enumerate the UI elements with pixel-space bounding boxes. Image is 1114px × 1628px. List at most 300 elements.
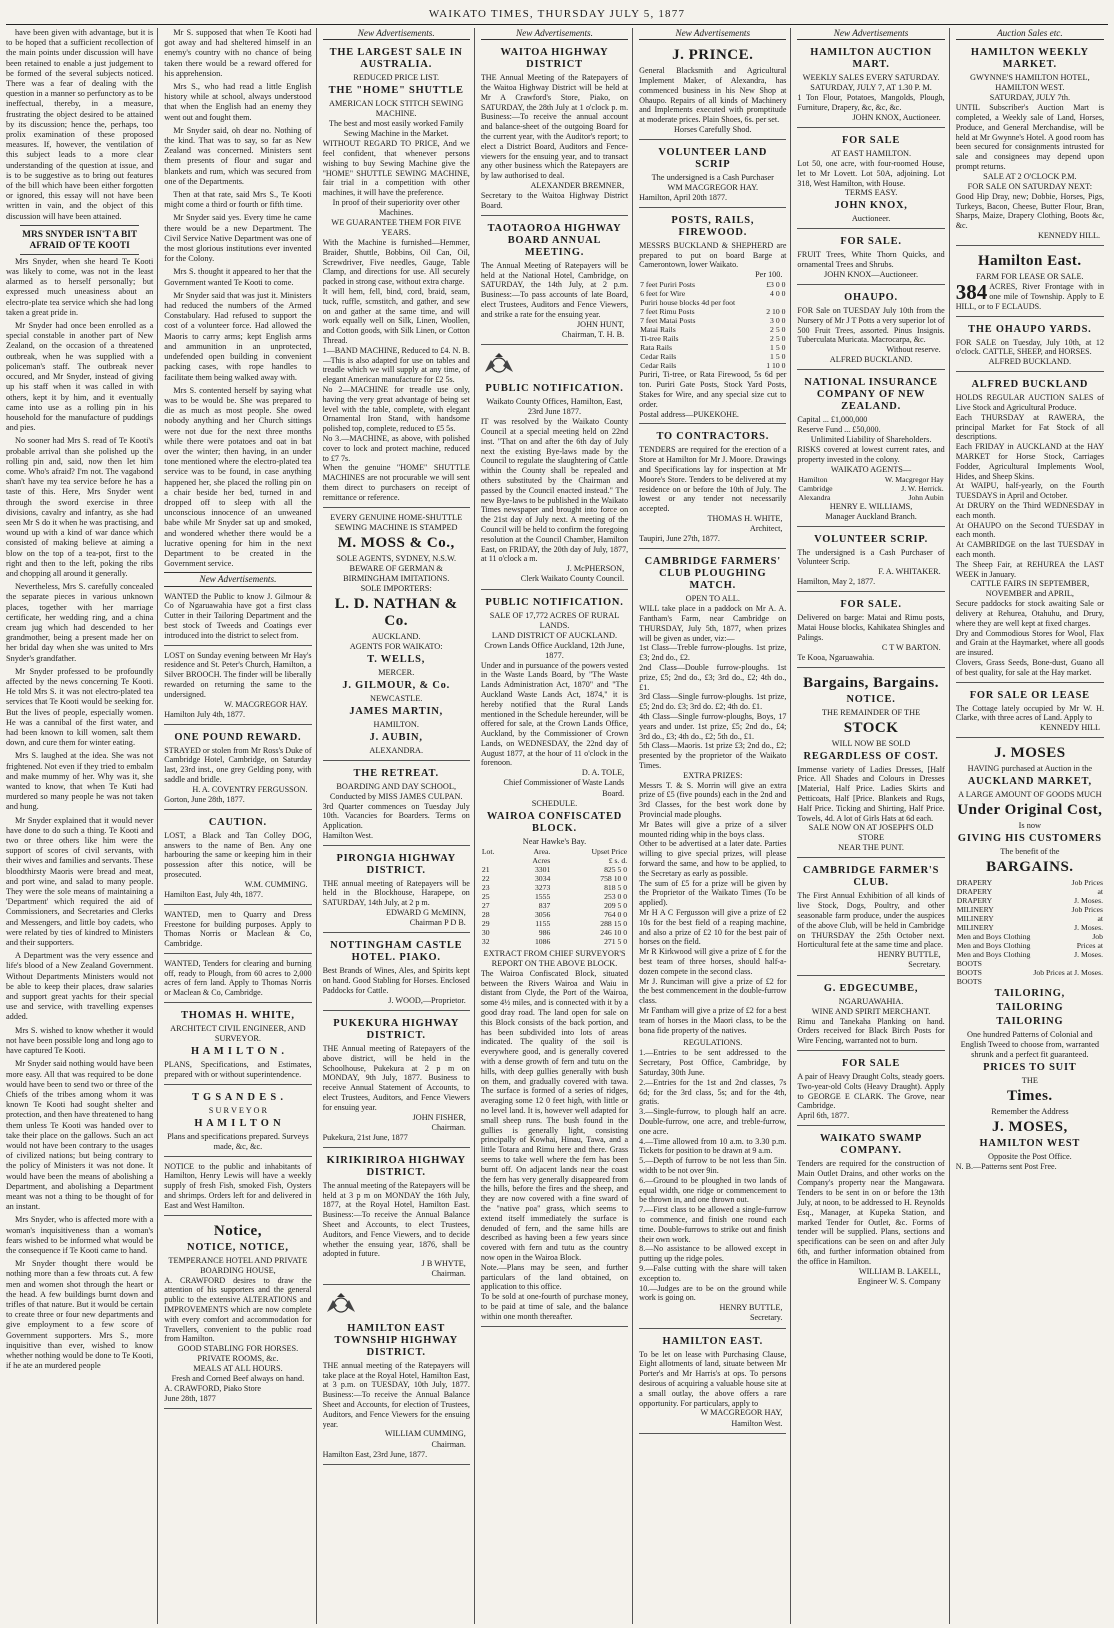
table-cell: 23 xyxy=(481,882,490,892)
ad-public-notification-lands xyxy=(481,593,628,1327)
table-row xyxy=(481,901,628,910)
table-cell: Hamilton xyxy=(798,474,828,484)
ad-line: HAMILTON WEST xyxy=(979,1138,1081,1150)
ad-title: L. D. NATHAN & Co. xyxy=(334,595,458,629)
table-cell: Job Prices at J. Moses. xyxy=(1033,968,1103,978)
ad-signature: HENRY BUTTLE, xyxy=(877,950,941,960)
ad-bargains xyxy=(797,671,944,859)
ad-heading: REGULATIONS. xyxy=(683,1038,743,1048)
ad-nottingham-hotel xyxy=(323,936,470,1011)
ad-text: To be let on lease with Purchasing Clause, Eight allotments of land, situate between Mr Porter's and Mr Harris's at ops. To persons desirous of acquiring a valuable house site at a small outlay, the above offers a rare opportunity. For particulars, apply to xyxy=(639,1349,787,1408)
ad-signature: Architect, xyxy=(749,524,783,534)
ad-subtitle: OPEN TO ALL. xyxy=(685,594,740,604)
ad-volunteer-scrip xyxy=(797,530,944,593)
ad-agent: JAMES MARTIN, xyxy=(349,705,444,717)
ad-title: KIRIKIRIROA HIGHWAY DISTRICT. xyxy=(326,1154,466,1178)
ad-line: In proof of their superiority over other Machines. xyxy=(332,197,460,217)
ad-text: It will hem, fell, bind, cord, braid, seam, tuck, ruffle, scmstitch, and gather, and sew on and gather at the same time, and will work equally well on Silk, Linen, Woollen, and Cotton goods, with Silk Linen, or Cotton Thread. xyxy=(322,286,470,345)
table-cell: Alexandra xyxy=(798,492,831,502)
table-cell: 30 xyxy=(481,927,490,937)
price-row xyxy=(639,307,786,316)
ad-ohaupo-yards xyxy=(956,320,1104,373)
ad-title: PIRONGIA HIGHWAY DISTRICT. xyxy=(336,852,456,876)
ad-text: RISKS covered at lowest current rates, and property invested in the colony. xyxy=(797,444,945,464)
ad-white-architect xyxy=(164,1006,311,1085)
table-cell: MILINERY MILINERY MILINERY xyxy=(956,905,994,933)
table-cell: 6 feet for Wire xyxy=(640,289,686,299)
ad-line: BEWARE OF GERMAN & BIRMINGHAM IMITATIONS. xyxy=(343,563,450,583)
ad-text: Messrs T. & S. Morrin will give an extra prize of £5 (five pounds) each in the 2nd and 3rd Classes, for the best work done by Provincial made ploughs. xyxy=(639,780,787,820)
ad-text: FRUIT Trees, White Thorn Quicks, and ornamental Trees and Shrubs. xyxy=(797,250,945,270)
table-cell: 4 0 0 xyxy=(770,289,786,299)
job-prices-table xyxy=(956,878,1104,986)
ad-line: MERCER. xyxy=(378,667,415,677)
ad-signature: ALFRED BUCKLAND. xyxy=(829,355,913,365)
ad-text-wrap xyxy=(956,282,1104,311)
agents-table-body xyxy=(797,475,944,502)
ad-title: G. EDGECUMBE, xyxy=(823,982,919,994)
article-paragraph: Nevertheless, Mrs S. carefully concealed the separate pieces in various unknown places, together with her marriage certificate, her wedding ring, and a china cream jug which had descended to her grandmother, being a present made her on her bridal day when she was united to Mrs Snyder's grandfather. xyxy=(6,582,154,663)
ad-signature: Chairman, T. H. B. xyxy=(561,329,625,339)
table-cell: 21 xyxy=(481,864,490,874)
ad-text: Mr R Kirkwood will give a prize of £ for the best team of three horses, should half-a-dozen compete in the second class. xyxy=(639,947,787,976)
ad-text: One hundred Patterns of Colonial and English Tweed to choose from, warranted shrunk and a perfect fit guaranteed. xyxy=(960,1030,1100,1060)
ad-for-sale-east-hamilton xyxy=(797,131,944,229)
table-cell: 2 5 0 xyxy=(770,334,786,344)
ad-signature: WILLIAM B. LAKELL, xyxy=(858,1266,941,1276)
ad-text: The undersigned is a Cash Purchaser of Volunteer Scrip. xyxy=(797,547,945,567)
table-cell: Cambridge xyxy=(798,483,833,493)
ad-title: Bargains, Bargains. xyxy=(803,674,939,691)
ad-text: A. CRAWFORD desires to draw the attention of his supporters and the general public to the extensive ALTERATIONS and IMPROVEMENTS which are now complete with every comfort and accommodation for Travellers, convenient to the public road from Hamilton. xyxy=(164,1275,312,1344)
price-row xyxy=(639,361,786,370)
ad-title: PUBLIC NOTIFICATION. xyxy=(485,383,624,395)
ad-signature: J B WHYTE, xyxy=(421,1259,466,1269)
article-paragraph: Mrs Snyder, who is affected more with a woman's inquisitiveness than a woman's fears wished to be informed what would be the consequence if Te Kooti came to hand. xyxy=(6,1215,154,1255)
ad-text: When the genuine "HOME" SHUTTLE MACHINES are not procurable we will sent them direct to purchasers on receipt of remittance or reference. xyxy=(322,463,470,502)
ad-text: Secure paddocks for stock awaiting Sale or delivery at Rehurea, Otahuhu, and Drury, where they are well kept at fixed charges. xyxy=(955,599,1104,628)
ad-place: H A M I L T O N . xyxy=(191,1046,285,1058)
ad-line: WE GUARANTEE THEM FOR FIVE YEARS. xyxy=(331,217,462,237)
ad-farmers-club-exhibition xyxy=(797,861,944,975)
table-cell: 3034 xyxy=(534,873,551,883)
ad-title: TO CONTRACTORS. xyxy=(656,431,770,443)
ad-signature: F. A. WHITAKER. xyxy=(878,567,941,577)
ad-text: TENDERS are required for the erection of a Store at Hamilton for Mr J. Moore. Drawings and Specifications lay for inspection at Mr Moore's Store. Tenders to be delivered at my residence on or before the 10th of July. The lowest or any tender not necessarily accepted. xyxy=(639,445,787,514)
ad-signature: Chairman P D B. xyxy=(409,918,466,928)
table-cell: John Aubin xyxy=(908,492,944,502)
table-cell: 1 5 0 xyxy=(770,343,786,353)
regulation-item: 4.—Time allowed from 10 a.m. to 3.30 p.m. Tickets for position to be drawn at 9 a.m. xyxy=(639,1136,787,1156)
regulation-item: 1.—Entries to be sent addressed to the Secretary, Post Office, Cambridge, by Saturday, 30th June. xyxy=(639,1048,787,1077)
ad-text: Each THURSDAY at RAWERA, the principal Market for Fat Stock of all descriptions. xyxy=(955,412,1104,442)
ad-text: THE annual meeting of Ratepayers will be held in the Blockhouse, Harapepe, on SATURDAY, 14th July, at 2 p m. xyxy=(322,878,470,908)
ad-sandes-surveyor xyxy=(164,1088,311,1157)
ad-text: 1 Ton Flour, Potatoes, Mangolds, Plough, Furniture, Drapery, &c, &c, &c. xyxy=(797,93,945,112)
table-cell: 1155 xyxy=(535,918,551,928)
agents-table xyxy=(797,475,944,502)
schedule-label: SCHEDULE. xyxy=(531,798,578,808)
ad-line: Fresh and Corned Beef always on hand. xyxy=(171,1374,305,1384)
table-row xyxy=(481,865,628,874)
table-cell: 758 10 0 xyxy=(600,873,628,883)
ad-text: No 2—MACHINE for treadle use only, having the very great advantage of being set level with the table, complete, with elegant Ornamental Iron Stand, with handsome polished top, complete, reduced to £5 5s. xyxy=(322,384,470,434)
table-cell: 3273 xyxy=(534,882,551,892)
ad-buckland-auctions xyxy=(956,375,1104,683)
ad-subtitle: BOARDING AND DAY SCHOOL, xyxy=(336,781,457,791)
ad-signature: HENRY E. WILLIAMS, xyxy=(829,501,913,511)
ad-heading: Times. xyxy=(1007,1088,1053,1105)
table-cell: 209 5 0 xyxy=(604,900,628,910)
ad-line: TERMS EASY. xyxy=(844,188,898,198)
price-header: Per 100. xyxy=(755,270,783,280)
ad-line: A LARGE AMOUNT OF GOODS MUCH xyxy=(958,790,1102,800)
article-paragraph: Mr Snyder said yes. Every time he came there would be a new Department. The Civil Service Native Department was one of the most glorious institutions ever invented for the Colony. xyxy=(164,213,312,264)
ad-line: NEWCASTLE. xyxy=(370,693,423,703)
price-row xyxy=(639,325,786,334)
ad-heading: EVERY GENUINE HOME-SHUTTLE SEWING MACHINE IS STAMPED xyxy=(330,512,463,532)
ad-temperance-hotel xyxy=(164,1219,311,1409)
ad-text: IT was resolved by the Waikato County Council at a special meeting held on 22nd inst. "That on and after the 6th day of July next the existing Bye-laws made by the Council to regulate the slaughtering of Cattle within the County shall be repealed and others substituted by the Chairman and passed by the Council enacted instead." The new Bye-laws to be published in the Waikato Times newspaper and brought into force on the 21st day of July next. A meeting of the Council will be held to confirm the foregoing resolution at the Council Chamber, Hamilton East, on FRIDAY, the 20th day of July, 1877, at 11 o'clock a m. xyxy=(480,417,629,564)
ad-text: LOST on Sunday evening between Mr Hay's residence and St. Peter's Church, Hamilton, a Silver BROOCH. The finder will be liberally rewarded on returning the same to the undersigned. xyxy=(164,650,312,699)
table-cell: Job Prices at J. Moses. xyxy=(1071,905,1103,933)
ad-line: Opposite the Post Office. xyxy=(987,1152,1072,1162)
price-row xyxy=(639,298,786,307)
ad-title: THE LARGEST SALE IN AUSTRALIA. xyxy=(329,47,463,71)
ad-date: Gorton, June 28th, 1877. xyxy=(164,794,245,804)
ad-title: HAMILTON AUCTION MART. xyxy=(810,47,932,71)
ad-date: Taupiri, June 27th, 1877. xyxy=(639,534,720,544)
ad-for-sale-colts xyxy=(797,1054,944,1126)
ad-line: Hamilton West. xyxy=(322,830,374,840)
ad-moses xyxy=(956,741,1104,1176)
article-paragraph: Mrs S. thought it appeared to her that the Government wanted Te Kooti to come. xyxy=(164,267,312,287)
ad-date: Hamilton East, 23rd June, 1877. xyxy=(322,1449,428,1459)
lots-table-body xyxy=(481,865,628,946)
ad-signature: Chairman. xyxy=(431,1269,466,1279)
ad-signature: Hamilton West. xyxy=(731,1418,783,1428)
ad-date: April 6th, 1877. xyxy=(797,1111,850,1121)
article-paragraph: Mr S. supposed that when Te Kooti had got away and had sheltered himself in an enemy's country with no chance of being taken there would be a reward offered for his apprehension. xyxy=(164,28,312,78)
royal-crest-icon xyxy=(323,1292,359,1316)
ad-taotaoroa xyxy=(481,219,628,345)
ad-text: 2nd Class—Double furrow-ploughs. 1st prize, £5; 2nd do., £3; 3rd do., £2; 4th do., £1. xyxy=(639,662,787,692)
masthead: WAIKATO TIMES, THURSDAY JULY 5, 1877 xyxy=(6,6,1108,25)
ad-line: Capital ... £1,000,000 xyxy=(797,415,868,425)
table-cell: 7 feet Puriri Posts xyxy=(640,280,696,290)
ad-line: AGENTS FOR WAIKATO: xyxy=(349,641,443,651)
ad-text: Mr H A C Fergusson will give a prize of £2 10s for the best field of a reaping machine, and also a prize of £2 10 for the best pair of horses on the field. xyxy=(639,908,787,947)
ad-text: Rimu and Tanekaha Planking on hand. Orders received for Black Birch Posts for Wire Fencing, warranted not to burn. xyxy=(797,1016,945,1046)
table-cell: 1086 xyxy=(534,936,551,946)
ad-signature: JOHN KNOX, Auctioneer. xyxy=(852,112,941,122)
table-header-cell: £ s. d. xyxy=(608,855,628,865)
article-paragraph: Mrs S., who had read a little English history while at school, always understood that when the English had an enemy they went out and fought them. xyxy=(164,82,312,122)
ad-subtitle: NGARUAWAHIA. xyxy=(838,996,904,1006)
ad-signature: W. MACGREGOR HAY. xyxy=(224,699,308,709)
regulation-item: 2.—Entries for the 1st and 2nd classes, 7s 6d; for the 3rd class, 5s; and for the 4th, gratis. xyxy=(639,1077,787,1107)
table-header-cell: Acres xyxy=(532,855,551,865)
ad-text: PLANS, Specifications, and Estimates, prepared with or without superintendence. xyxy=(164,1060,312,1079)
table-cell: Puriri house blocks 4d per foot xyxy=(640,298,736,308)
article-paragraph: Mr Snyder thought there would be nothing more than a few throats cut. A few men and women shot through the heart or the head. A few buildings burnt down and trifles of that nature. But it would be certain to create three or four new departments and give employment to a few score of Government supporters. Mrs S., more inquisitive than ever, wished to know whether nothing would be done to Te Kooti, if he ate an murdered people xyxy=(6,1259,154,1371)
ad-line: ALEXANDRA. xyxy=(369,745,424,755)
table-cell xyxy=(760,298,786,307)
ad-auction-mart xyxy=(797,43,944,128)
ad-heading: EXTRACT FROM CHIEF SURVEYOR'S REPORT ON THE ABOVE BLOCK. xyxy=(483,948,626,968)
ad-text: NOTICE to the public and inhabitants of Hamilton, Henry Lewis will have a weekly supply of fresh Fish, smoked Fish, Oysters and shrimps. Orders left for and delivered in East and West Hamilton. xyxy=(164,1161,312,1210)
ad-text: Mr J. Runciman will give a prize of £2 for the best commencement in the double-furrow class. xyxy=(639,976,787,1006)
article-heading: MRS SNYDER ISN'T A BIT AFRAID OF TE KOOTI xyxy=(22,229,138,251)
job-price-row xyxy=(956,932,1104,959)
ad-heading: EXTRA PRIZES: xyxy=(683,770,743,780)
ad-line: AUCKLAND MARKET, xyxy=(967,776,1092,788)
ad-subtitle: REDUCED PRICE LIST. xyxy=(353,73,440,83)
ad-line: Without reserve. xyxy=(886,345,941,355)
ad-title: FOR SALE OR LEASE xyxy=(969,689,1090,701)
column-1 xyxy=(6,28,158,1624)
ad-subtitle: Waikato County Offices, Hamilton, East, 23rd June 1877. xyxy=(486,397,623,417)
ad-signature: KENNEDY HILL xyxy=(1040,723,1100,733)
divider xyxy=(20,254,139,255)
column-6 xyxy=(797,28,949,1624)
ad-title: POSTS, RAILS, FIREWOOD. xyxy=(671,214,755,238)
ad-line: PRICES TO SUIT xyxy=(983,1062,1077,1074)
ad-title: FOR SALE xyxy=(842,1057,901,1069)
ad-line: Is now xyxy=(1018,821,1042,831)
ad-title: WAITOA HIGHWAY DISTRICT xyxy=(500,47,609,71)
ad-text: STRAYED or stolen from Mr Ross's Duke of Cambridge Hotel, Cambridge, on Saturday last, 23rd inst., one grey Gelding pony, with saddle and bridle. xyxy=(164,745,312,784)
ad-signature: J. McPHERSON, xyxy=(566,564,625,574)
ad-line: Reserve Fund ... £50,000. xyxy=(797,425,881,435)
ad-signature: HENRY BUTTLE, xyxy=(719,1303,783,1313)
ad-text: The sum of £5 for a prize will be given by the Proprietor of the Waikato Times (To be applied). xyxy=(639,878,787,908)
table-cell: 32 xyxy=(481,936,490,946)
ad-title: NATIONAL INSURANCE COMPANY OF NEW ZEALAND. xyxy=(804,377,938,413)
table-cell: 1 5 0 xyxy=(770,352,786,362)
table-cell: 7 feet Matai Posts xyxy=(640,316,696,326)
ad-text: Under and in pursuance of the powers vested in the Waste Lands Board, by "The Waste Lands Administration Act, 1870" and "The Auckland Waste Lands Act, 1874," it is hereby notified that the Rural Lands mentioned in the Schedule hereunder, will be offered for sale, at the Crown Lands Office, Auckland, by the Commissioner of Crown Lands, on WEDNESDAY, the 22nd day of August 1877, at the hour of 11 o'clock in the forenoon. xyxy=(480,660,629,768)
price-table xyxy=(639,280,786,370)
table-cell: Ti-tree Rails xyxy=(640,334,679,344)
ad-home-shuttle xyxy=(323,43,470,507)
ad-text: 1st Class—Treble furrow-ploughs. 1st prize, £3; 2nd do., £2. xyxy=(639,643,787,663)
ad-line: The benefit of the xyxy=(1000,847,1060,857)
table-cell: 271 5 0 xyxy=(604,936,628,946)
ad-text: Mr Bates will give a prize of a silver mounted riding whip in the boys class. xyxy=(639,819,787,839)
ad-prince-blacksmith xyxy=(639,43,786,140)
ad-lost-brooch xyxy=(164,649,311,725)
ad-text: FOR Sale on TUESDAY July 10th from the Nursery of Mr J T Potts a very superior lot of 500 Fruit Trees, assorted. Pinus Insignis. Tuberculata Muricata. Macrocarpa, &c. xyxy=(797,305,945,345)
ad-heading: AMERICAN LOCK STITCH SEWING MACHINE. xyxy=(329,99,464,119)
article-paragraph: Mrs S. contented herself by saying what was to be would be. She was prepared to die as much as most people. She owed nobody anything and her Church sittings were not due for the next three months while there were potatoes and oat in bat over the winter; then having, in an under tone mentioned where the electro-plated tea service was to be found, in case anything happened her, she placed the rolling pin on a chair beside her bed, turned in and dropped off to sleep with all the unconscious innocence of an unweaned babe while Mr Snyder sat up and smoked, and wondered whether there would be a lucrative opening for him in the next Department to be created in the Government service. xyxy=(164,385,312,569)
regulation-item: 10.—Judges are to be on the ground while work is going on. xyxy=(639,1283,787,1303)
ad-title: T G S A N D E S . xyxy=(192,1091,284,1103)
ad-title: M. MOSS & Co., xyxy=(337,534,455,551)
section-header: Auction Sales etc. xyxy=(956,28,1104,40)
regulation-item: 7.—First class to be allowed a single-furrow to commence, and finish one round each time. Double-furrows to strike out and finish their own work. xyxy=(639,1205,787,1244)
ad-text: Delivered on barge: Matai and Rimu posts, Matai House blocks, Kahikatea Shingles and Palings. xyxy=(797,613,945,642)
ad-text: The undersigned is a Cash Purchaser xyxy=(651,172,774,182)
ad-line: N. B.—Patterns sent Post Free. xyxy=(955,1162,1057,1172)
ad-title: Notice, xyxy=(213,1222,262,1239)
ad-signature: Clerk Waikato County Council. xyxy=(520,574,625,584)
ad-title: CAMBRIDGE FARMERS' CLUB PLOUGHING MATCH. xyxy=(644,556,781,592)
regulation-item: 6.—Ground to be ploughed in two lands of equal width, one ridge or commencement to be thrown in, and one thrown out. xyxy=(639,1175,787,1205)
ad-signature: ALEXANDER BREMNER, xyxy=(530,180,625,190)
ad-title: HAMILTON WEEKLY MARKET. xyxy=(970,47,1089,71)
article-paragraph: A Department was the very essence and life's blood of a New Zealand Government. Without Departments Ministers would not be able to keep their places, draw salaries and support great yachts for their special use and service, with travelling expenses added. xyxy=(6,951,154,1022)
ad-text: Best Brands of Wines, Ales, and Spirits kept on hand. Good Stabling for Horses. Enclosed Paddocks for Cattle. xyxy=(322,966,470,996)
table-row xyxy=(481,892,628,901)
ad-line: HAMILTON. xyxy=(373,719,419,729)
ad-title: CAMBRIDGE FARMER'S CLUB. xyxy=(802,865,940,889)
ad-subtitle: NOTICE. xyxy=(846,693,896,705)
ad-line: GIVING HIS CUSTOMERS xyxy=(957,833,1102,845)
ad-line: WILL NOW BE SOLD xyxy=(831,738,911,748)
ad-signature: H. A. COVENTRY FERGUSSON. xyxy=(192,784,308,794)
ad-line: THE REMAINDER OF THE xyxy=(821,707,921,717)
ad-line: SOLE IMPORTERS: xyxy=(360,583,432,593)
regulation-item: 5.—Depth of furrow to be not less than 5in. width to be not over 9in. xyxy=(639,1156,787,1175)
table-cell: £3 0 0 xyxy=(766,280,786,290)
ad-line: Postal address—PUKEKOHE. xyxy=(639,409,739,419)
ad-pukekura xyxy=(323,1014,470,1148)
ad-subtitle: GWYNNE'S HAMILTON HOTEL, HAMILTON WEST. xyxy=(969,73,1090,93)
ad-title: HAMILTON EAST TOWNSHIP HIGHWAY DISTRICT. xyxy=(334,1322,458,1358)
ad-subtitle: NOTICE, NOTICE, xyxy=(187,1241,289,1253)
price-table-body xyxy=(639,280,786,370)
ad-title: Hamilton East. xyxy=(978,253,1082,270)
article-paragraph: Mr Snyder had once been enrolled as a special constable in another part of New Zealand, on the occasion of a threatened outbreak, when he was supplied with a policeman's staff. The outbreak never occured, and Mr Snyder, instead of giving up his staff when it was called in with others, kept it by him, and it eventually came into use as a rolling pin in his household for the manufacture of puddings and pies. xyxy=(6,321,154,433)
table-cell: 1555 xyxy=(534,891,551,901)
article-paragraph: Mrs S. laughed at the idea. She was not frightened. Not even if they tried to embalm and make mummy of her. Why was it, she wanted to know, that when Te Kuti had murdered so many people he was not taken and hung. xyxy=(6,751,154,812)
section-header: New Advertisements. xyxy=(164,572,311,586)
ad-text: At OHAUPO on the Second TUESDAY in each month. xyxy=(955,520,1104,540)
ad-signature: Engineer W. S. Company xyxy=(857,1276,941,1286)
royal-crest-icon xyxy=(481,352,517,376)
price-row xyxy=(639,289,786,298)
section-header: New Advertisements xyxy=(797,28,944,40)
table-cell: 28 xyxy=(481,909,490,919)
ad-title: NOTTINGHAM CASTLE HOTEL. PIAKO. xyxy=(330,940,463,964)
table-cell: W. Macgregor Hay xyxy=(884,474,944,484)
ad-title: WAIKATO SWAMP COMPANY. xyxy=(820,1132,923,1156)
ad-title: CAUTION. xyxy=(208,816,267,828)
price-row xyxy=(639,334,786,343)
table-header-row xyxy=(481,847,628,856)
ad-date: Hamilton, May 2, 1877. xyxy=(797,577,876,587)
table-cell: 764 0 0 xyxy=(604,909,628,919)
table-cell: Matai Rails xyxy=(640,325,676,335)
ad-title: FOR SALE xyxy=(842,135,901,146)
table-cell: 25 xyxy=(481,891,490,901)
ad-subtitle: SALE OF 17,772 ACRES OF RURAL LANDS. xyxy=(489,610,620,630)
ad-line: Unlimited Liability of Shareholders. xyxy=(810,434,932,444)
table-cell: 1 10 0 xyxy=(766,361,786,371)
ad-line: GOOD STABLING FOR HORSES. PRIVATE ROOMS, &c. xyxy=(177,1344,299,1364)
ad-line: Conducted by MISS JAMES CULPAN. xyxy=(329,791,463,801)
regulation-item: 8.—No assistance to be allowed except in putting up the ridge poles. xyxy=(639,1244,787,1264)
ad-text: The annual meeting of the Ratepayers will be held at 3 p m on MONDAY the 16th July, 1877, at the Royal Hotel, Hamilton East. Business:—To receive the Annual Balance Sheet and Accounts, to elect Trustees, Auditors, and Fence Viewers, and to decide whether the ensuing year, 1876, shall be adopted in future. xyxy=(322,1180,470,1259)
ad-signature: KENNEDY HILL. xyxy=(1038,230,1100,240)
ad-text: 1—BAND MACHINE, Reduced to £4. N. B.—This is also adapted for use on tables and treadle which we will supply at any time, of elegant American manufacture for £2 5s. xyxy=(322,345,470,385)
regulation-item: 9.—False cutting with the share will taken exception to. xyxy=(639,1263,787,1283)
ad-retreat-school xyxy=(323,764,470,846)
ad-signature: JOHN HUNT, xyxy=(576,319,625,329)
ad-text: WILL take place in a paddock on Mr A. A. Fantham's Farm, near Cambridge on THURSDAY, July 5th, 1877, when prizes will be given as under, viz:— xyxy=(639,604,787,643)
table-cell: Job Prices at J. Moses. xyxy=(1071,878,1103,906)
ad-date: Pukekura, 21st June, 1877 xyxy=(322,1133,408,1143)
ad-subtitle: LAND DISTRICT OF AUCKLAND. xyxy=(491,630,618,640)
table-cell: Job Prices at J. Moses. xyxy=(1074,932,1103,960)
ad-line: TAILORING xyxy=(996,1016,1064,1028)
ad-agent: T. WELLS, xyxy=(367,653,426,665)
ad-ohaupo-nursery xyxy=(797,288,944,370)
table-header-row xyxy=(481,856,628,865)
ad-title: J. PRINCE. xyxy=(672,47,754,64)
ad-heading: CATTLE FAIRS IN SEPTEMBER, NOVEMBER and APRIL, xyxy=(970,579,1090,599)
section-header: New Advertisements. xyxy=(481,28,628,40)
ad-text: 3rd Quarter commences on Tuesday July 10th. Vacancies for Boarders. Terms on Application. xyxy=(322,801,470,831)
ad-signature: JOHN KNOX, xyxy=(834,200,908,212)
ad-signature: Chairman. xyxy=(431,1439,466,1449)
ad-text: At WAIPU, half-yearly, on the Fourth TUESDAYS in April and October. xyxy=(955,481,1104,501)
ad-reward xyxy=(164,728,311,810)
article-paragraph: Mr Snyder said nothing would have been more easy. All that was required to be done would have been to send two or three of the Chiefs of the tribes among whom it was known Te Kooti had sought shelter and protection, and then have threatened to hang them unless Te Kooti was handed over to take their place on the gallows. Such an act would not have been contrary to the usages of civilized nations; but being contrary to the policy of Ministers it was not done. It would have been the means of abolishing a Department, and abolishing a Department meant was not a thing to be thought of for an instant. xyxy=(6,1059,154,1212)
ad-signature: EDWARD G McMINN, xyxy=(386,908,466,918)
ad-title: OHAUPO. xyxy=(844,291,898,303)
ad-public-notification-county xyxy=(481,348,628,590)
column-3 xyxy=(323,28,475,1624)
ad-line: AUCKLAND. xyxy=(371,631,421,641)
ad-line: SATURDAY, JULY 7th. xyxy=(989,93,1071,103)
ad-hamilton-east-lease xyxy=(639,1332,786,1434)
table-cell: 3301 xyxy=(534,864,551,874)
column-7 xyxy=(956,28,1108,1624)
ad-date: June 28th, 1877 xyxy=(164,1394,216,1404)
ad-title: PUKEKURA HIGHWAY DISTRICT. xyxy=(333,1018,460,1042)
table-row xyxy=(481,910,628,919)
table-cell: 825 5 0 xyxy=(604,864,628,874)
ad-signature: Secretary. xyxy=(908,960,941,970)
ad-title: THE RETREAT. xyxy=(353,767,439,779)
ad-swamp-company xyxy=(797,1129,944,1291)
article-paragraph: have been given with advantage, but it is to be hoped that a sufficient recollection of the main points under discussion will have been retained to enable a just judgement to be formed of the several subjects noticed. There was a fear of dealing with the question in a manner so perfunctory as to be ineffectual, thereby, in a measure, frustrating the object desired to be attained by its discussion; hence the, perhaps, too prolix examination of these proposed measures. If, however, the ventilation of this subject leads to a more clear understanding of the question at issue, and is to be suggestive as to bring out features of the bill which have been either forgotten or ignored, this essay will not have been written in vain, and the object of this discussion will have been attained. xyxy=(6,28,154,221)
ad-text: With the Machine is furnished—Hemmer, Braider, Shuttle, Bobbins, Oil Can, Oil, Screwdriver, Five needles, Gauge, Table Clamp, and directions for use. All securely packed in strong case, without extra charge. xyxy=(322,237,470,287)
table-cell: 27 xyxy=(481,900,490,910)
ad-text: General Blacksmith and Agricultural Implement Maker, of Alexandra, has commenced business in his New Shop at Ohaupo. Repairs of all kinds of Machinery and Implements executed with promptitude at moderate prices. Plain Shoes, 6s. per set. xyxy=(639,66,787,125)
ad-pirongia xyxy=(323,849,470,934)
ad-text: The Cottage lately occupied by Mr W. H. Clarke, with three acres of Land. Apply to xyxy=(955,703,1104,723)
acreage-number: 384 xyxy=(955,280,988,305)
ad-line: SALE NOW ON AT JOSEPH'S OLD STORE xyxy=(808,823,934,843)
ad-signature: C T W BARTON. xyxy=(881,642,941,652)
ad-text: Dry and Commodious Stores for Wool, Flax and Grain at the Haymarket, where all goods are insured. xyxy=(955,628,1104,658)
column-2 xyxy=(164,28,316,1624)
ad-signature: D. A. TOLE, xyxy=(581,768,625,778)
ad-line: TAILORING, xyxy=(994,988,1066,1000)
table-cell: 2 10 0 xyxy=(766,307,786,317)
job-prices-body xyxy=(956,878,1104,986)
ad-heading: THE "HOME" SHUTTLE xyxy=(328,85,464,97)
ad-text: THE Annual Meeting of the Ratepayers of the Waitoa Highway District will be held at Mr A Crawford's Store, Piako, on SATURDAY, the 28th July at 1 o'clock p. m. Business:—To receive the annual account and balance-sheet of the outgoing Board for the current year, with the Auditor's report; to elect a District Board, Auditors and Fence-viewers for the ensuing year, and to transact any other business which the Ratepayers are by law authorised to deal. xyxy=(480,73,629,181)
ad-signature: Chief Commissioner of Waste Lands Board. xyxy=(503,778,625,798)
ad-subtitle: FARM FOR LEASE OR SALE. xyxy=(976,272,1084,282)
table-cell: Men and Boys Clothing Men and Boys Clothing Men and Boys Clothing xyxy=(956,932,1031,960)
ad-title: VOLUNTEER LAND SCRIP xyxy=(658,146,768,170)
ad-text: Tenders are required for the construction of Main Outlet Drains, and other works on the Company's property near the Mangawara. Tenders to be sent in on or before the 13th July, at noon, to be addressed to H. Reynolds Esq., Manager, at Kupeka Station, and marked Tender for Outlet, &c. Forms of tender will be supplied. Plans, sections and specifications can be seen on and after July 6th, and further information obtained from the office in Hamilton. xyxy=(797,1158,945,1266)
